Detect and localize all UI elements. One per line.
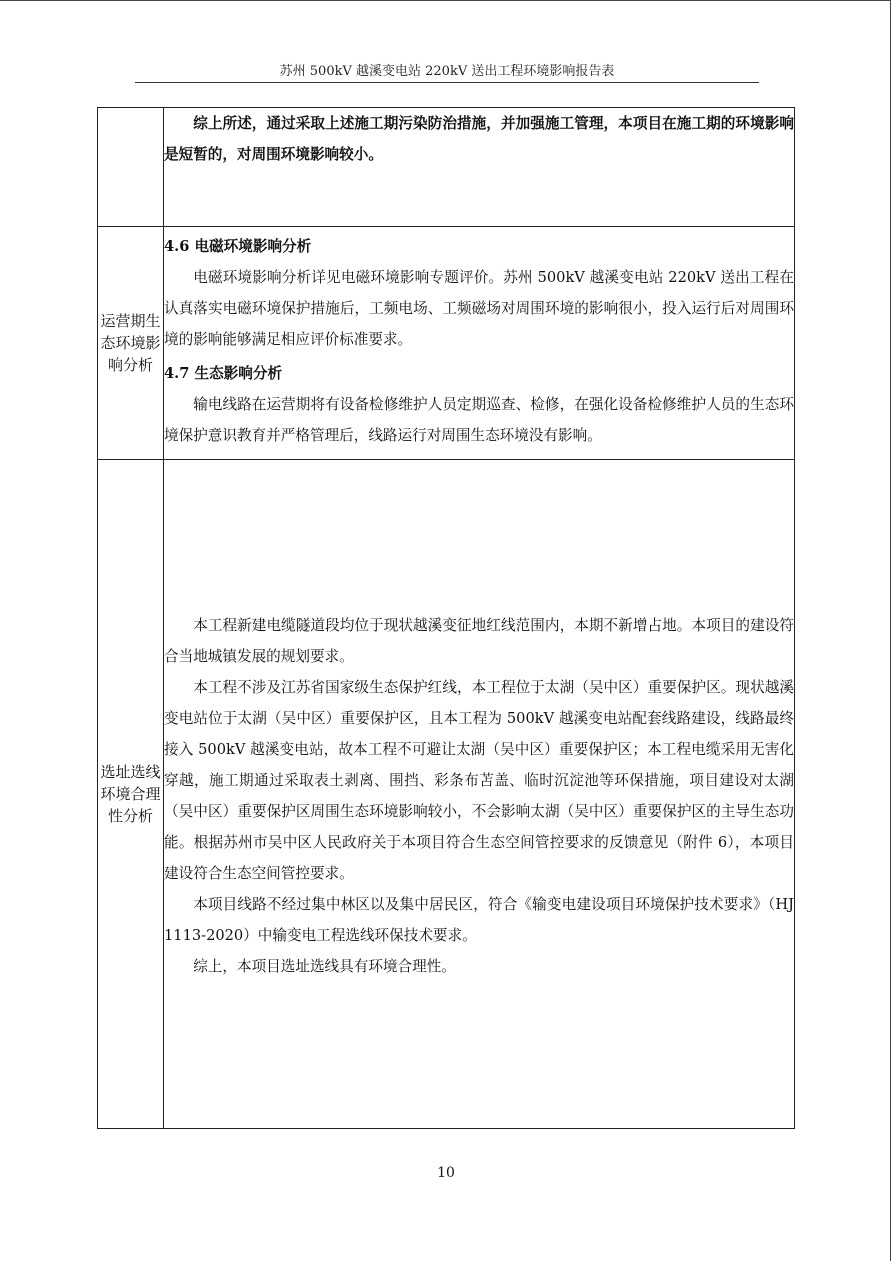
section-title-ecology: 4.7 生态影响分析	[164, 365, 283, 382]
siting-paragraph-4: 综上，本项目选址选线具有环境合理性。	[193, 958, 456, 975]
table-row-construction-summary	[98, 108, 795, 227]
table-row-operation-impact	[98, 227, 795, 460]
electromagnetic-paragraph: 电磁环境影响分析详见电磁环境影响专题评价。苏州 500kV 越溪变电站 220kV 送出工程在认真落实电磁环境保护措施后，工频电场、工频磁场对周围环境的影响很小，投入运行后对周围环境的影响能够满足相应评价标准要求。	[164, 269, 794, 348]
row-content	[164, 460, 795, 1129]
row-label	[98, 108, 164, 227]
siting-paragraph-3: 本项目线路不经过集中林区以及集中居民区，符合《输变电建设项目环境保护技术要求》（HJ 1113-2020）中输变电工程选线环保技术要求。	[164, 896, 794, 944]
row-content	[164, 108, 795, 227]
report-table	[97, 107, 795, 1129]
summary-paragraph: 综上所述，通过采取上述施工期污染防治措施，并加强施工管理，本项目在施工期的环境影响是短暂的，对周围环境影响较小。	[164, 115, 794, 163]
row-content	[164, 227, 795, 460]
row-label: 运营期生态环境影响分析	[98, 227, 164, 460]
page-number: 10	[437, 1165, 455, 1181]
siting-paragraph-2: 本工程不涉及江苏省国家级生态保护红线，本工程位于太湖（吴中区）重要保护区。现状越溪变电站位于太湖（吴中区）重要保护区，且本工程为 500kV 越溪变电站配套线路建设，线路最终接入 500kV 越溪变电站，故本工程不可避让太湖（吴中区）重要保护区；本工程电缆采用无害化穿越，施工期通过采取表土剥离、围挡、彩条布苫盖、临时沉淀池等环保措施，项目建设对太湖（吴中区）重要保护区周围生态环境影响较小，不会影响太湖（吴中区）重要保护区的主导生态功能。根据苏州市吴中区人民政府关于本项目符合生态空间管控要求的反馈意见（附件 6），本项目建设符合生态空间管控要求。	[164, 679, 794, 882]
ecology-paragraph: 输电线路在运营期将有设备检修维护人员定期巡查、检修，在强化设备检修维护人员的生态环境保护意识教育并严格管理后，线路运行对周围生态环境没有影响。	[164, 396, 794, 444]
siting-paragraph-1: 本工程新建电缆隧道段均位于现状越溪变征地红线范围内，本期不新增占地。本项目的建设符合当地城镇发展的规划要求。	[164, 617, 794, 665]
row-label: 选址选线环境合理性分析	[98, 460, 164, 1129]
table-row-siting-rationality	[98, 460, 795, 1129]
running-header: 苏州 500kV 越溪变电站 220kV 送出工程环境影响报告表	[135, 62, 759, 83]
section-title-electromagnetic: 4.6 电磁环境影响分析	[164, 238, 312, 255]
